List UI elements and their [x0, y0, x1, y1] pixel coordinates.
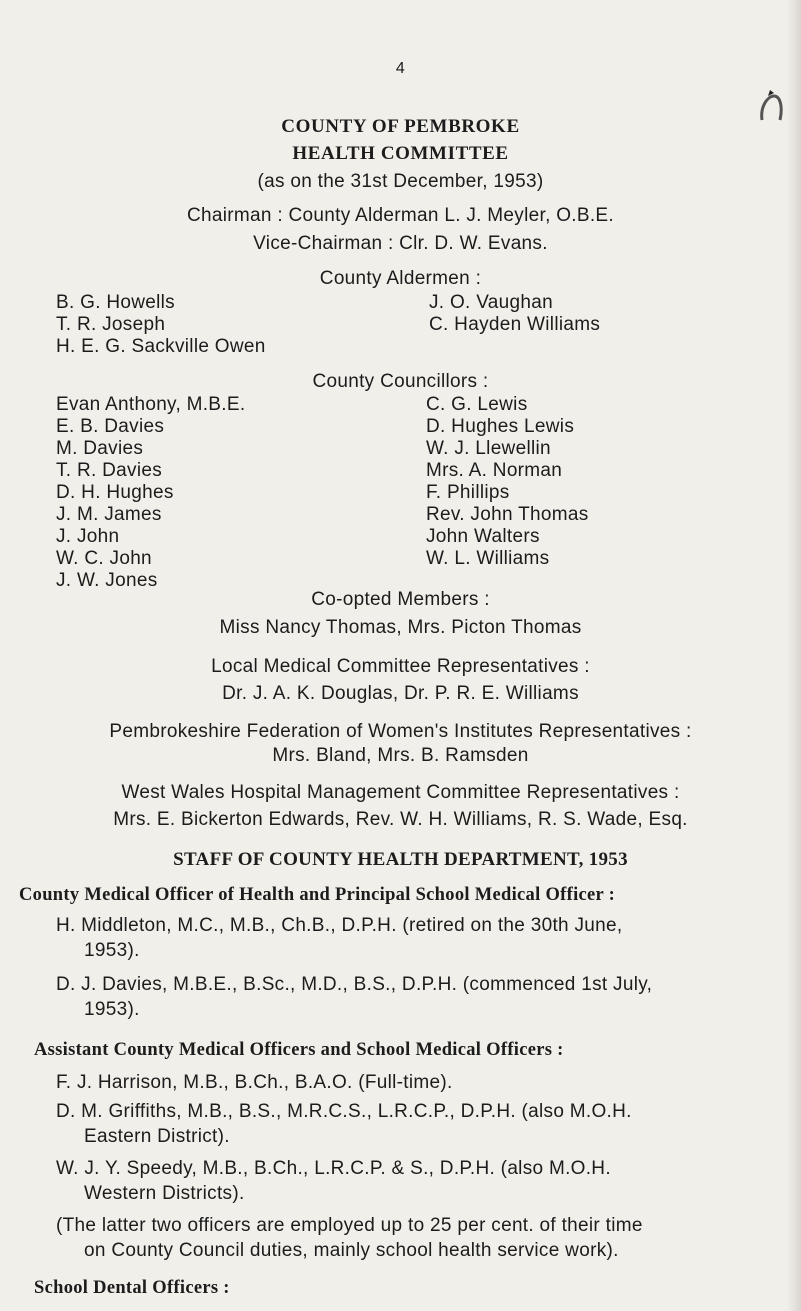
west-wales-members: Mrs. E. Bickerton Edwards, Rev. W. H. Williams, R. S. Wade, Esq.	[113, 809, 688, 830]
page-number: 4	[395, 60, 406, 77]
womens-institutes-heading: Pembrokeshire Federation of Women's Institutes Representatives :	[109, 721, 692, 742]
aldermen-heading: County Aldermen :	[319, 268, 482, 289]
local-medical-members: Dr. J. A. K. Douglas, Dr. P. R. E. Williams	[222, 683, 579, 704]
alderman-name: B. G. Howells	[56, 292, 175, 313]
councillor-name: D. Hughes Lewis	[426, 416, 575, 437]
coopted-members: Miss Nancy Thomas, Mrs. Picton Thomas	[219, 617, 582, 638]
assistant-note: (The latter two officers are employed up to 25 per cent. of their time	[56, 1215, 643, 1236]
councillors-heading: County Councillors :	[312, 371, 489, 392]
west-wales-heading: West Wales Hospital Management Committee Representatives :	[121, 782, 680, 803]
local-medical-heading: Local Medical Committee Representatives :	[211, 656, 590, 677]
assistant-note-continued: on County Council duties, mainly school health service work).	[84, 1240, 619, 1261]
councillor-name: W. L. Williams	[426, 548, 550, 569]
page-title: COUNTY OF PEMBROKE	[281, 116, 520, 137]
councillor-name: Mrs. A. Norman	[426, 460, 563, 481]
assistant-entry: W. J. Y. Speedy, M.B., B.Ch., L.R.C.P. & S., D.P.H. (also M.O.H.	[56, 1158, 611, 1179]
assistant-entry: F. J. Harrison, M.B., B.Ch., B.A.O. (Full-time).	[56, 1072, 453, 1093]
councillor-name: Evan Anthony, M.B.E.	[56, 394, 246, 415]
councillor-name: Rev. John Thomas	[426, 504, 589, 525]
chairman-line: Chairman : County Alderman L. J. Meyler, O.B.E.	[187, 205, 614, 226]
councillor-name: E. B. Davies	[56, 416, 165, 437]
dental-heading: School Dental Officers :	[34, 1278, 230, 1298]
assistants-heading: Assistant County Medical Officers and School Medical Officers :	[34, 1040, 564, 1060]
councillor-name: C. G. Lewis	[426, 394, 528, 415]
assistant-entry-continued: Eastern District).	[84, 1126, 230, 1147]
councillor-name: M. Davies	[56, 438, 144, 459]
councillor-name: W. J. Llewellin	[426, 438, 551, 459]
vice-chairman-line: Vice-Chairman : Clr. D. W. Evans.	[253, 233, 548, 254]
cmo-entry-continued: 1953).	[84, 999, 140, 1020]
cmo-entry: D. J. Davies, M.B.E., B.Sc., M.D., B.S., D.P.H. (commenced 1st July,	[56, 974, 653, 995]
alderman-name: T. R. Joseph	[56, 314, 166, 335]
cmo-entry: H. Middleton, M.C., M.B., Ch.B., D.P.H. (retired on the 30th June,	[56, 915, 623, 936]
alderman-name: H. E. G. Sackville Owen	[56, 336, 266, 357]
coopted-heading: Co-opted Members :	[311, 589, 490, 610]
date-line: (as on the 31st December, 1953)	[257, 171, 544, 192]
councillor-name: W. C. John	[56, 548, 152, 569]
assistant-entry: D. M. Griffiths, M.B., B.S., M.R.C.S., L.R.C.P., D.P.H. (also M.O.H.	[56, 1101, 632, 1122]
councillor-name: F. Phillips	[426, 482, 510, 503]
assistant-entry-continued: Western Districts).	[84, 1183, 245, 1204]
councillor-name: J. John	[56, 526, 120, 547]
councillor-name: John Walters	[426, 526, 540, 547]
councillor-name: T. R. Davies	[56, 460, 163, 481]
councillor-name: J. M. James	[56, 504, 162, 525]
councillor-name: D. H. Hughes	[56, 482, 174, 503]
staff-heading: STAFF OF COUNTY HEALTH DEPARTMENT, 1953	[173, 849, 628, 870]
cmo-entry-continued: 1953).	[84, 940, 140, 961]
alderman-name: C. Hayden Williams	[429, 314, 601, 335]
womens-institutes-members: Mrs. Bland, Mrs. B. Ramsden	[272, 745, 529, 766]
committee-title: HEALTH COMMITTEE	[292, 143, 509, 164]
cmo-heading: County Medical Officer of Health and Principal School Medical Officer :	[19, 885, 616, 905]
alderman-name: J. O. Vaughan	[429, 292, 553, 313]
councillor-name: J. W. Jones	[56, 570, 158, 591]
